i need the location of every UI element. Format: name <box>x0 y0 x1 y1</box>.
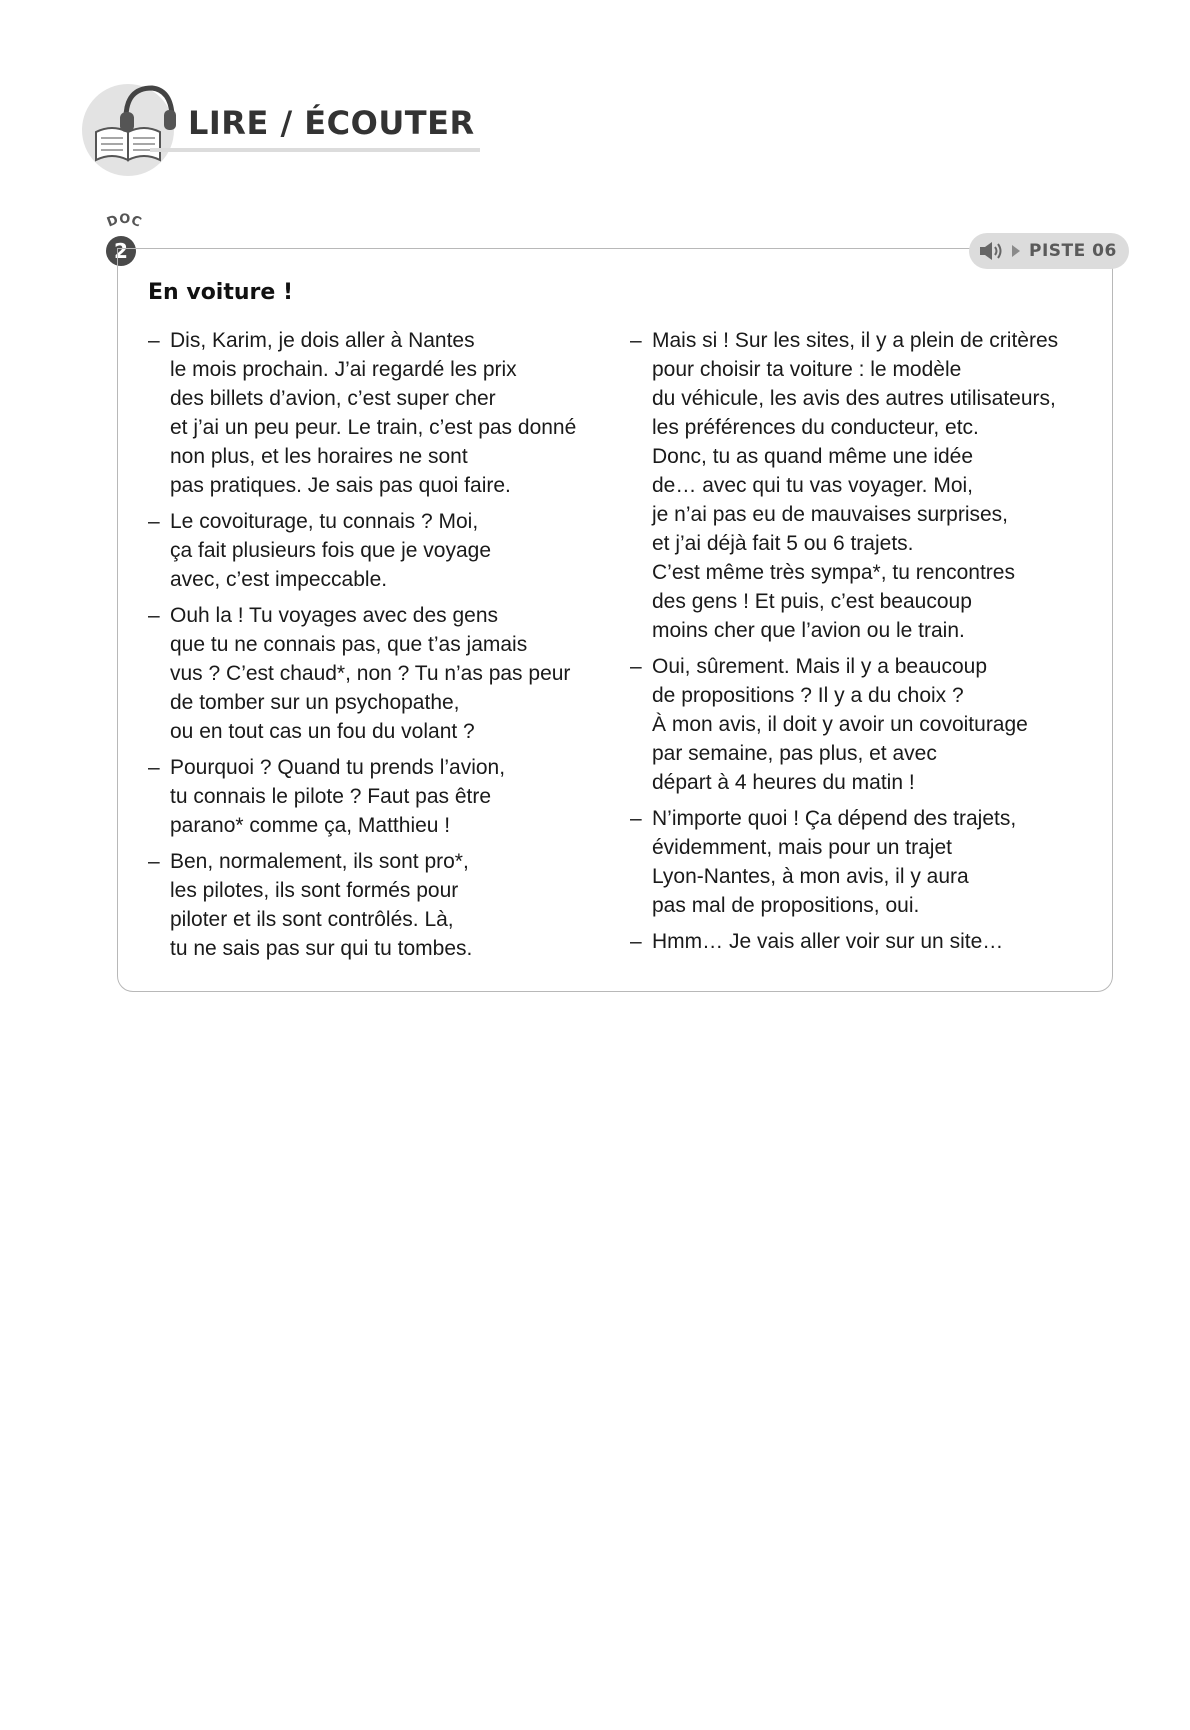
reply-dash: – <box>148 850 160 873</box>
play-icon <box>1011 244 1021 258</box>
reply-line: ou en tout cas un fou du volant ? <box>170 720 475 743</box>
reply-dash: – <box>630 807 642 830</box>
audio-track-button[interactable] <box>969 233 1129 269</box>
reply-line: Hmm… Je vais aller voir sur un site… <box>652 930 1004 953</box>
reply-line: des billets d’avion, c’est super cher <box>170 387 496 410</box>
reply-line: À mon avis, il doit y avoir un covoiturage <box>652 713 1028 736</box>
reply-dash: – <box>630 930 642 953</box>
track-label: PISTE 06 <box>1029 241 1117 261</box>
reply-line: N’importe quoi ! Ça dépend des trajets, <box>652 807 1017 830</box>
section-title: LIRE / ÉCOUTER <box>188 104 475 142</box>
reply-line: des gens ! Et puis, c’est beaucoup <box>652 590 972 613</box>
reply-dash: – <box>630 655 642 678</box>
reply-line: vus ? C’est chaud*, non ? Tu n’as pas peur <box>170 662 571 685</box>
reply-line: Dis, Karim, je dois aller à Nantes <box>170 329 475 352</box>
reply-line: tu ne sais pas sur qui tu tombes. <box>170 937 473 960</box>
reply-line: non plus, et les horaires ne sont <box>170 445 468 468</box>
reply-line: du véhicule, les avis des autres utilisateurs, <box>652 387 1056 410</box>
reply-line: Donc, tu as quand même une idée <box>652 445 974 468</box>
dialogue-reply <box>148 753 608 840</box>
section-underline <box>150 148 480 152</box>
dialogue-reply <box>630 804 1090 920</box>
reply-line: pour choisir ta voiture : le modèle <box>652 358 962 381</box>
dialogue-reply <box>630 326 1090 645</box>
reply-line: de tomber sur un psychopathe, <box>170 691 460 714</box>
dialogue-reply <box>630 652 1090 797</box>
doc-label <box>100 212 148 234</box>
reply-line: départ à 4 heures du matin ! <box>652 771 915 794</box>
reply-line: piloter et ils sont contrôlés. Là, <box>170 908 454 931</box>
reply-line: Lyon-Nantes, à mon avis, il y aura <box>652 865 969 888</box>
reply-line: parano* comme ça, Matthieu ! <box>170 814 451 837</box>
dialogue-reply <box>148 847 608 963</box>
reply-line: Ben, normalement, ils sont pro*, <box>170 850 469 873</box>
dialogue-reply <box>630 927 1090 956</box>
reply-line: ça fait plusieurs fois que je voyage <box>170 539 492 562</box>
reply-line: que tu ne connais pas, que t’as jamais <box>170 633 528 656</box>
book-headphones-icon <box>80 82 180 177</box>
reply-line: C’est même très sympa*, tu rencontres <box>652 561 1015 584</box>
reply-line: le mois prochain. J’ai regardé les prix <box>170 358 517 381</box>
reply-dash: – <box>148 510 160 533</box>
reply-dash: – <box>148 604 160 627</box>
reply-line: Mais si ! Sur les sites, il y a plein de critères <box>652 329 1059 352</box>
reply-line: Ouh la ! Tu voyages avec des gens <box>170 604 499 627</box>
reply-line: les pilotes, ils sont formés pour <box>170 879 459 902</box>
reply-line: et j’ai déjà fait 5 ou 6 trajets. <box>652 532 914 555</box>
dialogue-column-left <box>148 326 608 970</box>
section-header <box>80 82 480 177</box>
document-title: En voiture ! <box>148 280 293 305</box>
reply-line: Oui, sûrement. Mais il y a beaucoup <box>652 655 987 678</box>
reply-line: Pourquoi ? Quand tu prends l’avion, <box>170 756 506 779</box>
reply-line: par semaine, pas plus, et avec <box>652 742 937 765</box>
reply-line: pas mal de propositions, oui. <box>652 894 920 917</box>
reply-line: évidemment, mais pour un trajet <box>652 836 952 859</box>
reply-line: les préférences du conducteur, etc. <box>652 416 979 439</box>
reply-dash: – <box>148 756 160 779</box>
reply-line: tu connais le pilote ? Faut pas être <box>170 785 492 808</box>
dialogue-reply <box>148 601 608 746</box>
doc-number: 2 <box>106 236 136 266</box>
reply-dash: – <box>148 329 160 352</box>
svg-text:DOC: DOC <box>105 212 144 231</box>
speaker-icon <box>979 241 1007 261</box>
reply-line: je n’ai pas eu de mauvaises surprises, <box>652 503 1009 526</box>
reply-dash: – <box>630 329 642 352</box>
dialogue-reply <box>148 507 608 594</box>
reply-line: avec, c’est impeccable. <box>170 568 388 591</box>
reply-line: de propositions ? Il y a du choix ? <box>652 684 964 707</box>
reply-line: et j’ai un peu peur. Le train, c’est pas donné <box>170 416 577 439</box>
dialogue-reply <box>148 326 608 500</box>
reply-line: pas pratiques. Je sais pas quoi faire. <box>170 474 511 497</box>
reply-line: Le covoiturage, tu connais ? Moi, <box>170 510 479 533</box>
dialogue-column-right <box>630 326 1090 963</box>
reply-line: de… avec qui tu vas voyager. Moi, <box>652 474 973 497</box>
reply-line: moins cher que l’avion ou le train. <box>652 619 965 642</box>
